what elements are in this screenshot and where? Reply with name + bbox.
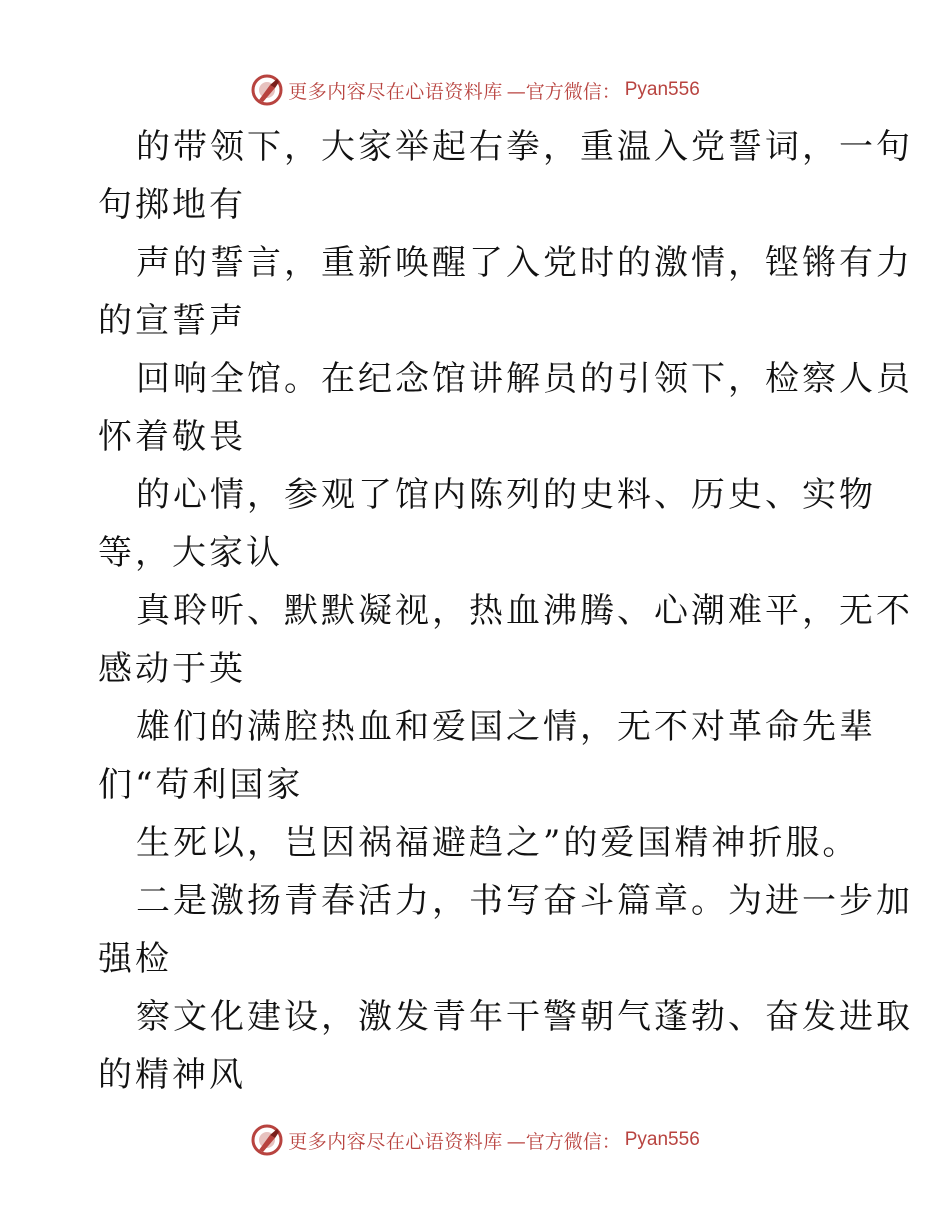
text-line: 感动于英 — [98, 649, 246, 689]
watermark-separator: —官方微信： — [506, 1130, 621, 1153]
text-line: 声的誓言，重新唤醒了入党时的激情，铿锵有力 — [136, 243, 913, 283]
text-line: 句掷地有 — [98, 185, 246, 225]
text-line: 二是激扬青春活力，书写奋斗篇章。为进一步加 — [136, 881, 913, 921]
text-line: 的精神风 — [98, 1055, 246, 1095]
document-body — [98, 118, 913, 1104]
text-line: 的带领下，大家举起右拳，重温入党誓词，一句 — [136, 127, 913, 167]
text-line: 的心情，参观了馆内陈列的史料、历史、实物 — [136, 475, 876, 515]
text-line: 的宣誓声 — [98, 301, 246, 341]
text-line: 察文化建设，激发青年干警朝气蓬勃、奋发进取 — [136, 997, 913, 1037]
text-line: 怀着敬畏 — [98, 417, 246, 457]
pen-nib-logo-icon — [250, 1123, 284, 1157]
watermark-handle: Pyan556 — [624, 1129, 700, 1150]
pen-nib-logo-icon — [250, 73, 284, 107]
watermark-site-text: 更多内容尽在心语资料库 — [288, 1130, 503, 1153]
text-line: 雄们的满腔热血和爱国之情，无不对革命先辈 — [136, 707, 876, 747]
text-line: 们“苟利国家 — [98, 765, 304, 805]
watermark-site-text: 更多内容尽在心语资料库 — [288, 80, 503, 103]
text-line: 真聆听、默默凝视，热血沸腾、心潮难平，无不 — [136, 591, 913, 631]
watermark-separator: —官方微信： — [506, 80, 621, 103]
footer-watermark — [0, 1120, 950, 1160]
header-watermark — [0, 70, 950, 110]
watermark-handle: Pyan556 — [624, 79, 700, 100]
text-line: 回响全馆。在纪念馆讲解员的引领下，检察人员 — [136, 359, 913, 399]
text-line: 等，大家认 — [98, 533, 283, 573]
text-line: 生死以，岂因祸福避趋之”的爱国精神折服。 — [136, 823, 860, 863]
text-line: 强检 — [98, 939, 172, 979]
